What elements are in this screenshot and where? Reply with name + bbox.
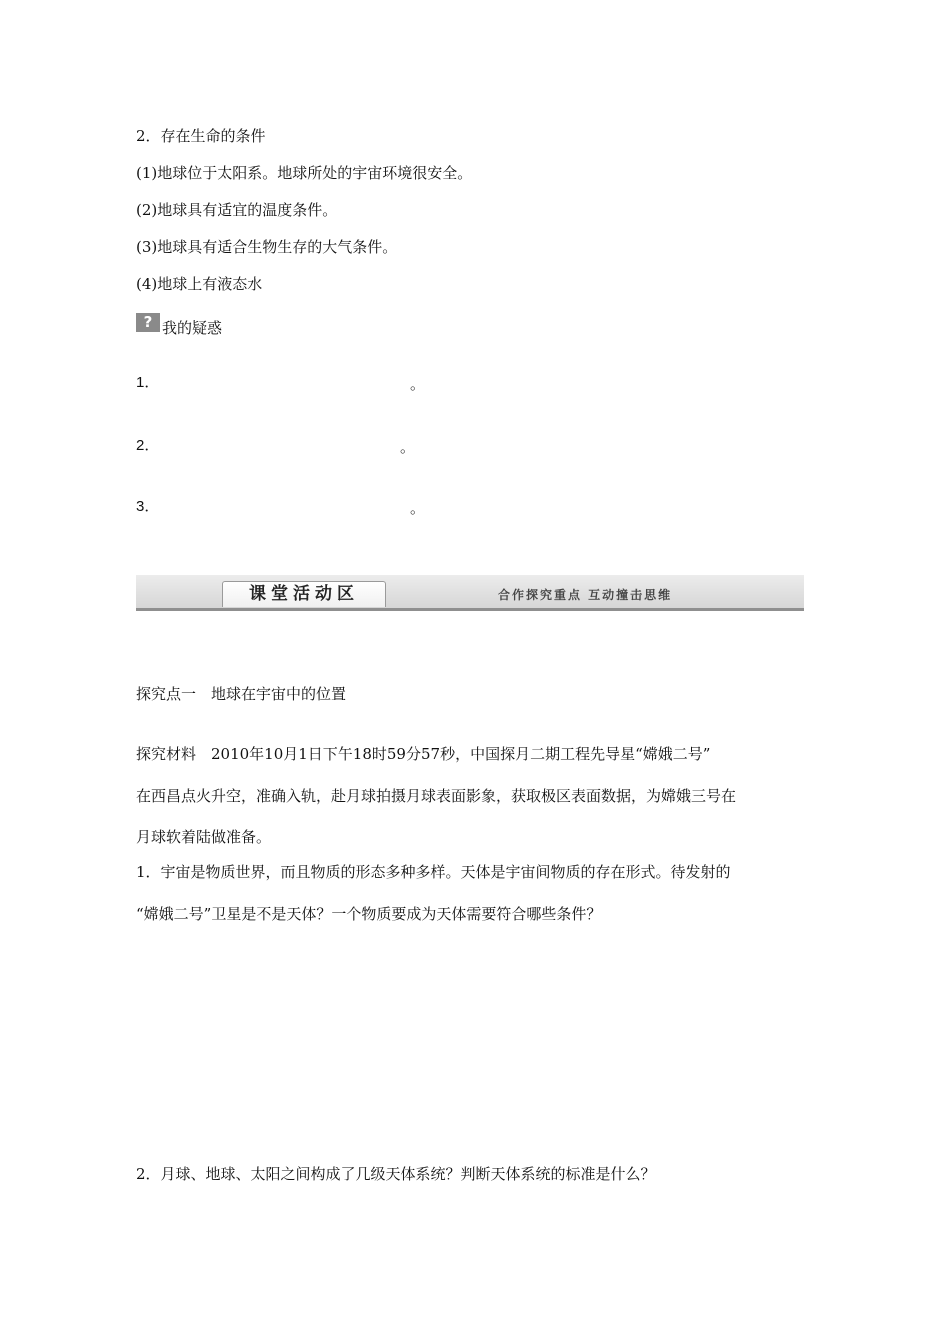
question-1-line-1: 1．宇宙是物质世界，而且物质的形态多种多样。天体是宇宙间物质的存在形式。待发射的 (136, 863, 731, 881)
doubt-number-1: 1． (136, 374, 160, 391)
section-banner (136, 575, 804, 611)
explore-heading: 探究点一 地球在宇宙中的位置 (136, 685, 347, 703)
doubt-blank-end-1: 。 (410, 375, 426, 393)
doubt-number-3: 3． (136, 498, 160, 515)
question-mark-icon: ? (136, 313, 160, 332)
conditions-heading: 2．存在生命的条件 (136, 127, 266, 145)
condition-item-3: (3)地球具有适合生物生存的大气条件。 (136, 238, 398, 256)
material-line-2: 在西昌点火升空，准确入轨，赴月球拍摄月球表面影象，获取极区表面数据，为嫦娥三号在 (136, 787, 737, 805)
doubt-blank-end-3: 。 (410, 499, 426, 517)
banner-subtitle: 合作探究重点 互动撞击思维 (498, 588, 673, 602)
banner-title: 课堂活动区 (222, 581, 386, 607)
question-1-line-2: “嫦娥二号”卫星是不是天体？一个物质要成为天体需要符合哪些条件？ (136, 905, 602, 923)
condition-item-2: (2)地球具有适宜的温度条件。 (136, 201, 338, 219)
condition-item-4: (4)地球上有液态水 (136, 275, 263, 293)
doubts-title: 我的疑惑 (162, 319, 223, 337)
doubt-number-2: 2． (136, 437, 160, 454)
condition-item-1: (1)地球位于太阳系。地球所处的宇宙环境很安全。 (136, 164, 473, 182)
material-line-1: 探究材料 2010年10月1日下午18时59分57秒，中国探月二期工程先导星“嫦娥二号” (136, 745, 711, 763)
doubt-blank-end-2: 。 (400, 438, 416, 456)
question-2: 2．月球、地球、太阳之间构成了几级天体系统？判断天体系统的标准是什么？ (136, 1165, 656, 1183)
material-line-3: 月球软着陆做准备。 (136, 828, 272, 846)
